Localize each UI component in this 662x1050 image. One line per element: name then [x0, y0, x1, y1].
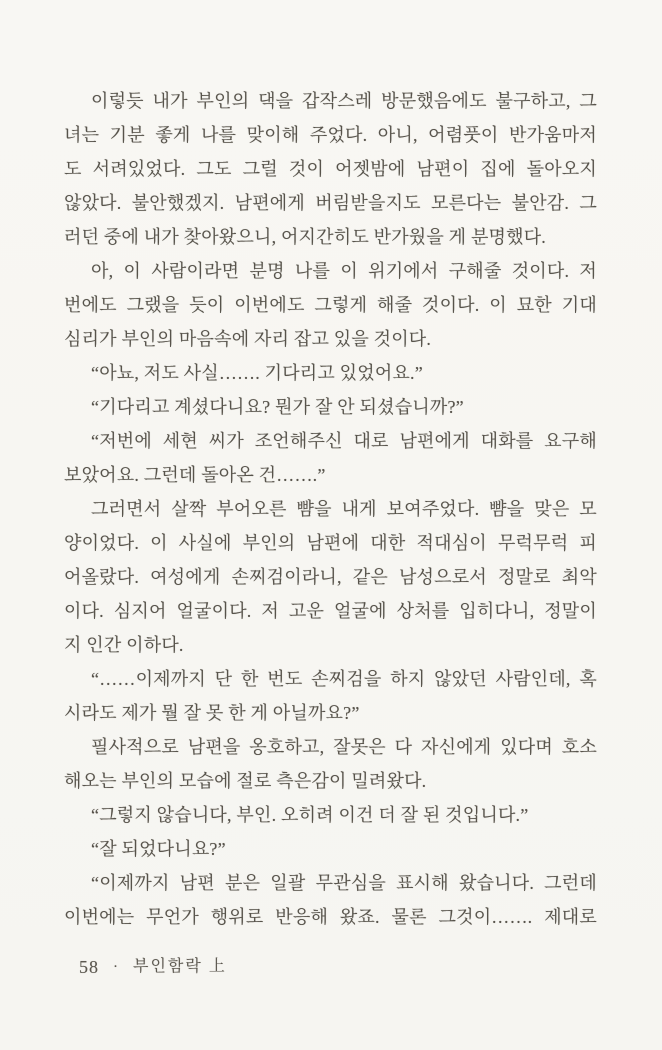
- text-line: “저번에 세현 씨가 조언해주신 대로 남편에게 대화를 요구해: [91, 431, 597, 451]
- narration-paragraph: [64, 492, 597, 662]
- text-line: “그렇지 않습니다, 부인. 오히려 이건 더 잘 된 것입니다.”: [91, 805, 529, 825]
- book-title: 부인함락 上: [133, 958, 227, 975]
- text-line: 해오는 부인의 모습에 절로 측은감이 밀려왔다.: [64, 771, 427, 791]
- text-line: 이번에는 무언가 행위로 반응해 왔죠. 물론 그것이……. 제대로: [64, 907, 597, 927]
- text-line: 심리가 부인의 마음속에 자리 잡고 있을 것이다.: [64, 329, 432, 349]
- dialogue-paragraph: [64, 662, 597, 730]
- narration-paragraph: [64, 84, 597, 254]
- text-line: 이렇듯 내가 부인의 댁을 갑작스레 방문했음에도 불구하고, 그: [91, 91, 597, 111]
- text-line: 보았어요. 그런데 돌아온 건…….”: [64, 465, 326, 485]
- text-line: 아, 이 사람이라면 분명 나를 이 위기에서 구해줄 것이다. 저: [91, 261, 597, 281]
- text-line: 그러면서 살짝 부어오른 뺨을 내게 보여주었다. 뺨을 맞은 모: [91, 499, 597, 519]
- dialogue-paragraph: [64, 424, 597, 492]
- dialogue-paragraph: [64, 390, 597, 424]
- text-line: 도 서려있었다. 그도 그럴 것이 어젯밤에 남편이 집에 돌아오지: [64, 159, 597, 179]
- text-line: “이제까지 남편 분은 일괄 무관심을 표시해 왔습니다. 그런데: [91, 873, 597, 893]
- dialogue-paragraph: [64, 356, 597, 390]
- dialogue-paragraph: [64, 866, 597, 934]
- text-line: 번에도 그랬을 듯이 이번에도 그렇게 해줄 것이다. 이 묘한 기대: [64, 295, 597, 315]
- text-line: “……이제까지 단 한 번도 손찌검을 하지 않았던 사람인데, 혹: [91, 669, 597, 689]
- text-line: 이다. 심지어 얼굴이다. 저 고운 얼굴에 상처를 입히다니, 정말이: [64, 601, 597, 621]
- narration-paragraph: [64, 730, 597, 798]
- text-line: 지 인간 이하다.: [64, 635, 184, 655]
- text-line: “잘 되었다니요?”: [91, 839, 226, 859]
- narration-paragraph: [64, 254, 597, 356]
- page-body: [64, 84, 597, 934]
- footer-separator-dot: ·: [113, 959, 118, 975]
- text-line: “아뇨, 저도 사실……. 기다리고 있었어요.”: [91, 363, 423, 383]
- dialogue-paragraph: [64, 798, 597, 832]
- text-line: 어올랐다. 여성에게 손찌검이라니, 같은 남성으로서 정말로 최악: [64, 567, 597, 587]
- text-line: 않았다. 불안했겠지. 남편에게 버림받을지도 모른다는 불안감. 그: [64, 193, 597, 213]
- page-number: 58: [79, 957, 99, 977]
- text-line: 양이었다. 이 사실에 부인의 남편에 대한 적대심이 무럭무럭 피: [64, 533, 597, 553]
- dialogue-paragraph: [64, 832, 597, 866]
- text-line: 러던 중에 내가 찾아왔으니, 어지간히도 반가웠을 게 분명했다.: [64, 227, 546, 247]
- text-line: 필사적으로 남편을 옹호하고, 잘못은 다 자신에게 있다며 호소: [91, 737, 597, 757]
- page-footer: [79, 953, 227, 981]
- text-line: “기다리고 계셨다니요? 뭔가 잘 안 되셨습니까?”: [91, 397, 464, 417]
- text-line: 녀는 기분 좋게 나를 맞이해 주었다. 아니, 어렴풋이 반가움마저: [64, 125, 597, 145]
- text-line: 시라도 제가 뭘 잘 못 한 게 아닐까요?”: [64, 703, 360, 723]
